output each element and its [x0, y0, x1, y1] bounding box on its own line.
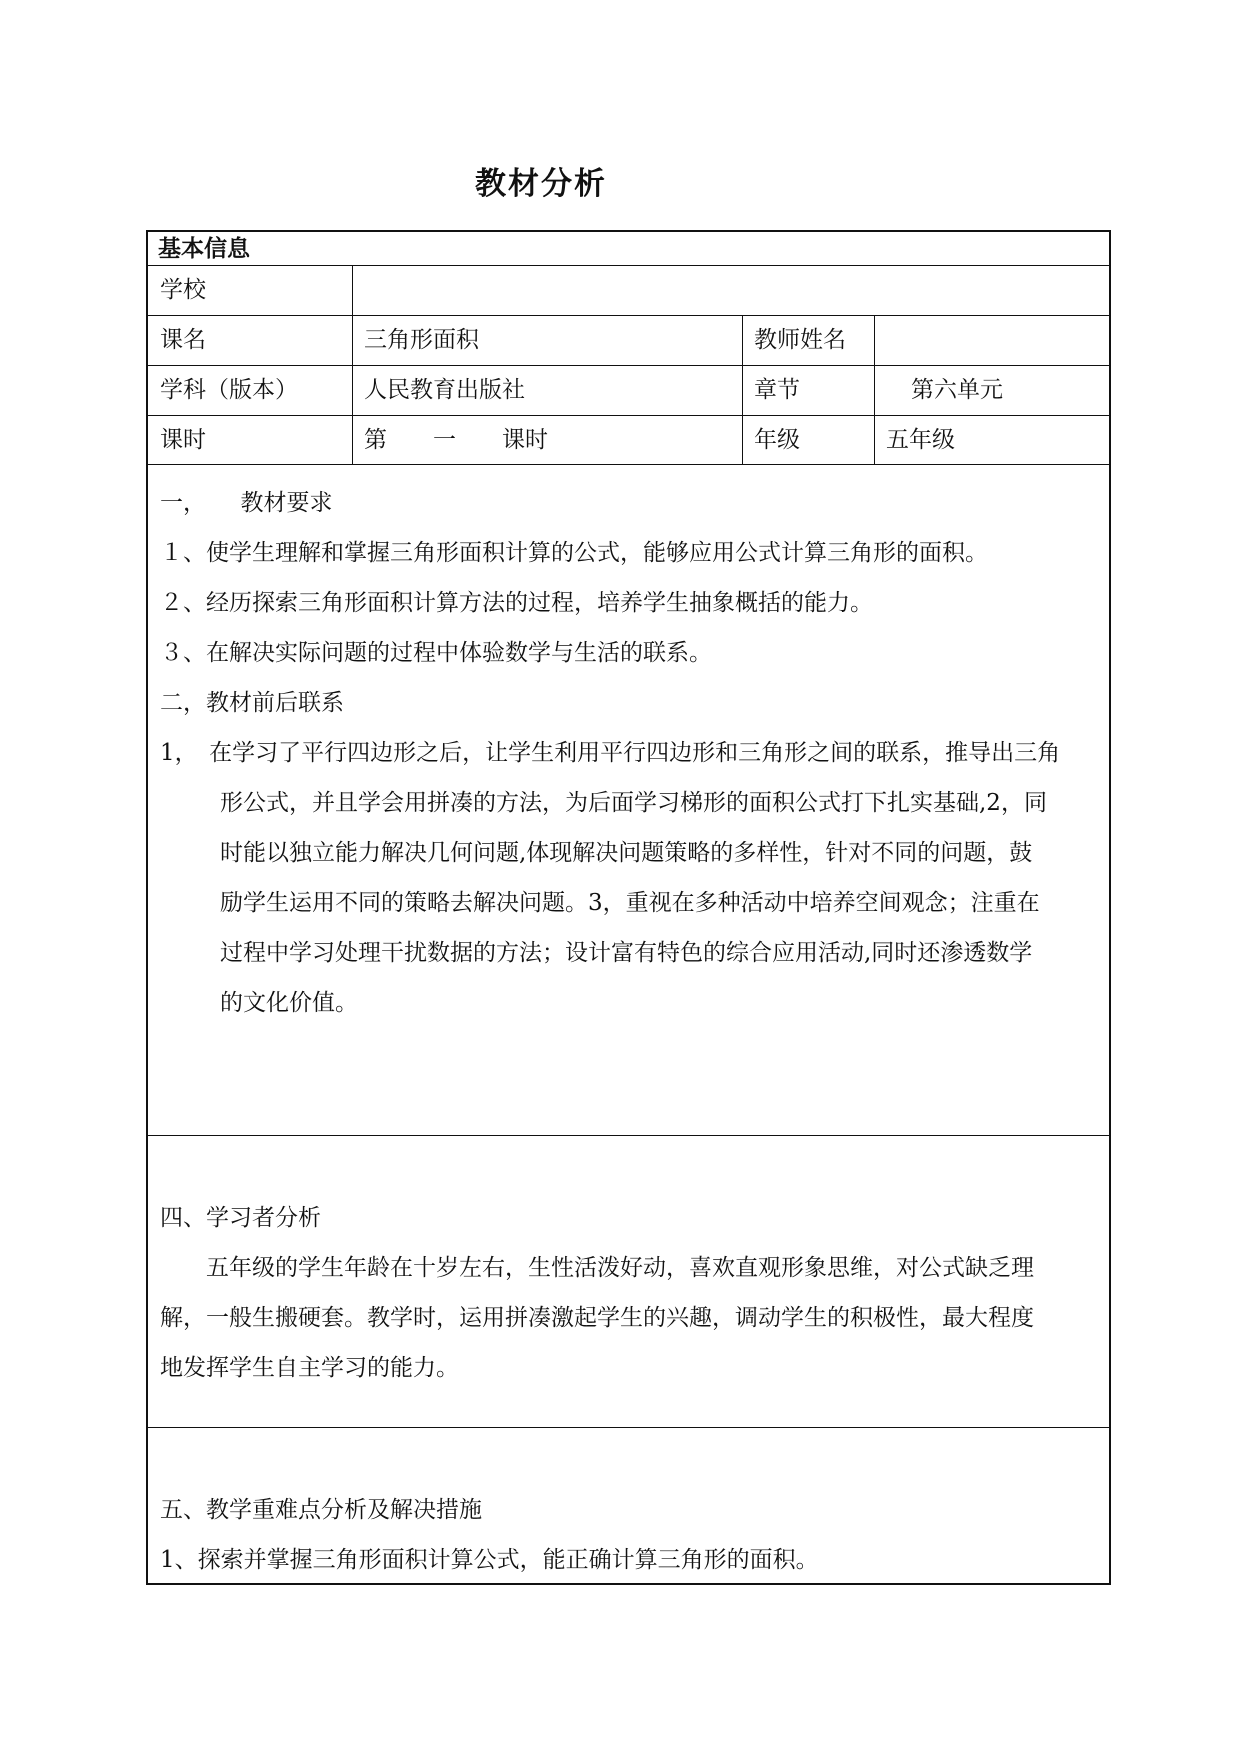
relations-para-line: 过程中学习处理干扰数据的方法；设计富有特色的综合应用活动,同时还渗透数学	[220, 940, 1033, 966]
course-value: 三角形面积	[364, 327, 479, 353]
learners-line: 解，一般生搬硬套。教学时，运用拼凑激起学生的兴趣，调动学生的积极性，最大程度	[160, 1305, 1034, 1331]
course-label: 课名	[160, 327, 206, 353]
column-divider	[874, 315, 875, 464]
analysis-table	[146, 230, 1111, 1585]
grade-label: 年级	[754, 427, 800, 453]
subject-value: 人民教育出版社	[364, 377, 525, 403]
relations-para-line: 励学生运用不同的策略去解决问题。3，重视在多种活动中培养空间观念；注重在	[220, 890, 1040, 916]
section-divider	[148, 1427, 1109, 1428]
page-title: 教材分析	[475, 166, 607, 202]
keypoints-line-1: 1、探索并掌握三角形面积计算公式，能正确计算三角形的面积。	[160, 1547, 819, 1573]
period-value: 第 一 课时	[364, 427, 548, 453]
row-divider	[148, 265, 1109, 266]
teacher-label: 教师姓名	[754, 327, 846, 353]
relations-para-line: 的文化价值。	[220, 990, 358, 1016]
row-divider	[148, 365, 1109, 366]
keypoints-heading: 五、教学重难点分析及解决措施	[160, 1497, 482, 1523]
materials-heading: 一， 教材要求	[160, 490, 333, 516]
relations-para-first: 1， 在学习了平行四边形之后，让学生利用平行四边形和三角形之间的联系，推导出三角	[160, 740, 1061, 766]
period-label: 课时	[160, 427, 206, 453]
grade-value: 五年级	[886, 427, 955, 453]
subject-label: 学科（版本）	[160, 377, 298, 403]
relations-para-line: 形公式，并且学会用拼凑的方法，为后面学习梯形的面积公式打下扎实基础,2，同	[220, 790, 1047, 816]
row-divider	[148, 315, 1109, 316]
materials-item-3: ３、在解决实际问题的过程中体验数学与生活的联系。	[160, 640, 712, 666]
learners-heading: 四、学习者分析	[160, 1205, 321, 1231]
materials-item-2: ２、经历探索三角形面积计算方法的过程，培养学生抽象概括的能力。	[160, 590, 873, 616]
relations-para-line: 时能以独立能力解决几何问题,体现解决问题策略的多样性，针对不同的问题，鼓	[220, 840, 1033, 866]
basic-info-header: 基本信息	[158, 236, 250, 262]
column-divider	[352, 265, 353, 464]
column-divider	[742, 315, 743, 464]
chapter-label: 章节	[754, 377, 800, 403]
materials-item-1: １、使学生理解和掌握三角形面积计算的公式，能够应用公式计算三角形的面积。	[160, 540, 988, 566]
section-divider	[148, 1135, 1109, 1136]
row-divider	[148, 464, 1109, 465]
learners-line: 五年级的学生年龄在十岁左右，生性活泼好动，喜欢直观形象思维，对公式缺乏理	[160, 1255, 1034, 1281]
chapter-value: 第六单元	[911, 377, 1003, 403]
learners-line: 地发挥学生自主学习的能力。	[160, 1355, 459, 1381]
school-label: 学校	[160, 277, 206, 303]
row-divider	[148, 415, 1109, 416]
relations-heading: 二，教材前后联系	[160, 690, 344, 716]
